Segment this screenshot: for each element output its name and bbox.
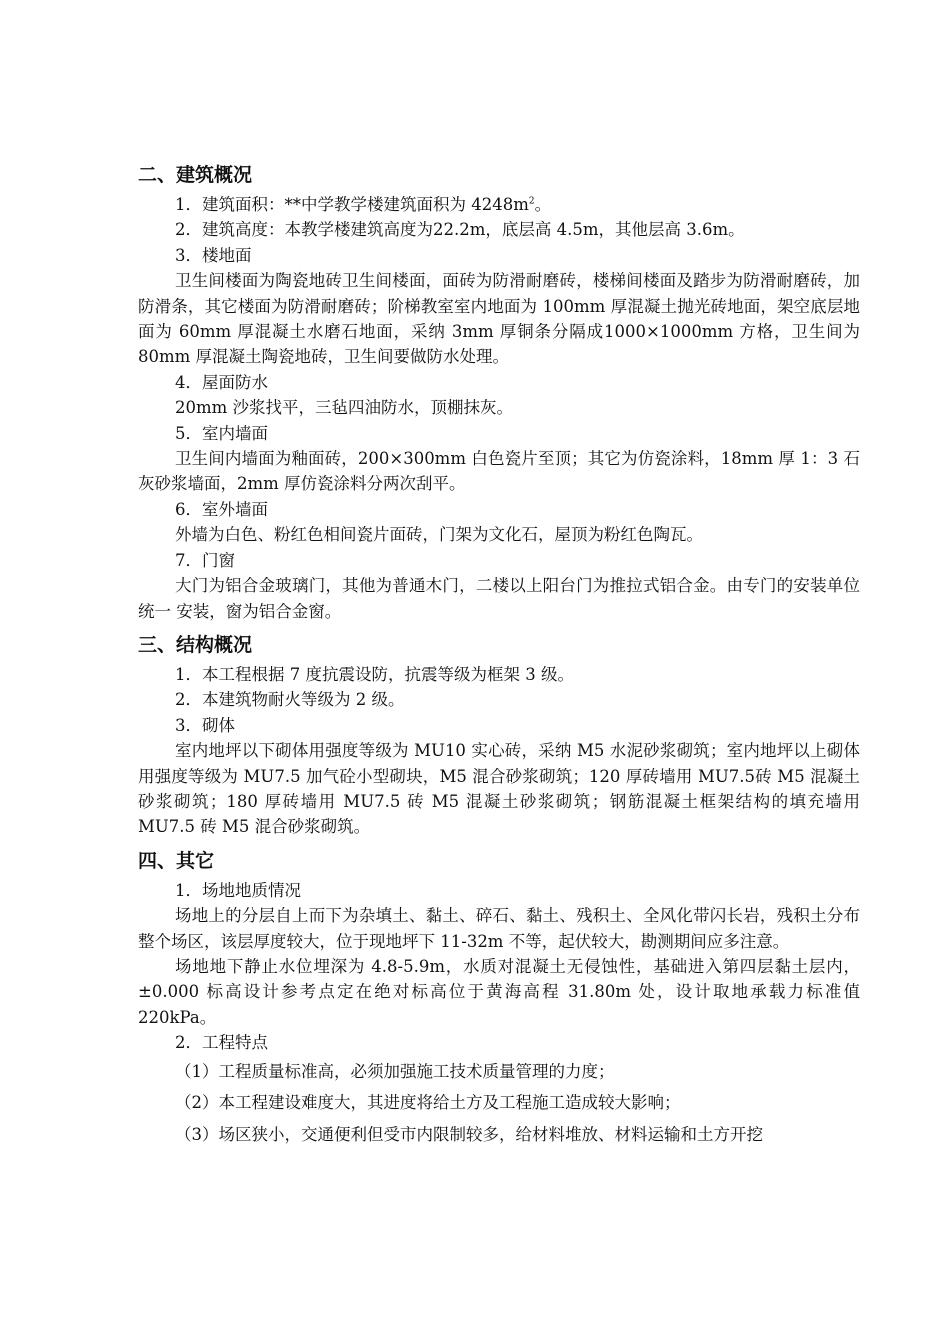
building-area-end: 。 [534, 195, 552, 214]
doors-windows-title: 7．门窗 [175, 550, 235, 570]
seismic-item: 1．本工程根据 7 度抗震设防，抗震等级为框架 3 级。 [175, 664, 574, 684]
project-features-title: 2．工程特点 [175, 1033, 268, 1053]
section-heading-building: 二、建筑概况 [138, 164, 253, 186]
section-heading-other: 四、其它 [138, 849, 215, 872]
roof-waterproof-title: 4．屋面防水 [175, 372, 268, 392]
floor-title: 3．楼地面 [175, 245, 252, 265]
area-unit-superscript: 2 [528, 196, 535, 207]
feature-point: （3）场区狭小，交通便利但受市内限制较多，给材料堆放、材料运输和土方开挖 [175, 1125, 763, 1144]
fire-rating-item: 2．本建筑物耐火等级为 2 级。 [175, 690, 405, 710]
roof-waterproof-body: 20mm 沙浆找平，三毡四油防水，顶棚抹灰。 [175, 398, 514, 418]
exterior-wall-body: 外墙为白色、粉红色相间瓷片面砖，门架为文化石，屋顶为粉红色陶瓦。 [175, 525, 703, 545]
feature-point: （2）本工程建设难度大，其进度将给土方及工程施工造成较大影响； [175, 1093, 681, 1113]
feature-point: （1）工程质量标准高，必须加强施工技术质量管理的力度； [175, 1061, 615, 1081]
building-area-text: 1．建筑面积：**中学教学楼建筑面积为 4248m [175, 195, 529, 214]
building-area-item [138, 192, 860, 217]
document-content [138, 160, 860, 1151]
masonry-title: 3．砌体 [175, 715, 235, 735]
interior-wall-body: 卫生间内墙面为釉面砖，200×300mm 白色瓷片至顶；其它为仿瓷涂料，18mm 厚 1：3 石灰砂浆墙面，2mm 厚仿瓷涂料分两次刮平。 [138, 449, 860, 494]
geology-title: 1．场地地质情况 [175, 880, 301, 900]
building-height-item: 2．建筑高度：本教学楼建筑高度为22.2m，底层高 4.5m，其他层高 3.6m。 [175, 220, 745, 240]
section-heading-structure: 三、结构概况 [138, 633, 253, 656]
geology-para-2: 场地地下静止水位埋深为 4.8-5.9m，水质对混凝土无侵蚀性，基础进入第四层黏土层内，±0.000 标高设计参考点定在绝对标高位于黄海高程 31.80m 处，设计取地承载力标准值 220kPa。 [138, 956, 860, 1027]
doors-windows-body: 大门为铝合金玻璃门，其他为普通木门，二楼以上阳台门为推拉式铝合金。由专门的安装单位统一 安装，窗为铝合金窗。 [138, 576, 860, 621]
masonry-body: 室内地坪以下砌体用强度等级为 MU10 实心砖，采纳 M5 水泥砂浆砌筑；室内地坪以上砌体用强度等级为 MU7.5 加气砼小型砌块，M5 混合砂浆砌筑；120 厚砖墙用 MU7.5砖 M5 混凝土砂浆砌筑；180 厚砖墙用 MU7.5 砖 M5 混凝土砂浆砌筑；钢筋混凝土框架结构的填充墙用 MU7.5 砖 M5 混合砂浆砌筑。 [138, 741, 860, 837]
floor-body: 卫生间楼面为陶瓷地砖卫生间楼面，面砖为防滑耐磨砖，楼梯间楼面及踏步为防滑耐磨砖，加防滑条，其它楼面为防滑耐磨砖；阶梯教室室内地面为 100mm 厚混凝土抛光砖地面，架空底层地面为 60mm 厚混凝土水磨石地面，采纳 3mm 厚铜条分隔成1000×1000mm 方格，卫生间为 80mm 厚混凝土陶瓷地砖，卫生间要做防水处理。 [138, 271, 860, 367]
interior-wall-title: 5．室内墙面 [175, 423, 268, 443]
exterior-wall-title: 6．室外墙面 [175, 499, 268, 519]
geology-para-1: 场地上的分层自上而下为杂填土、黏土、碎石、黏土、残积土、全风化带闪长岩，残积土分布整个场区，该层厚度较大，位于现地坪下 11-32m 不等，起伏较大，勘测期间应多注意。 [138, 906, 860, 951]
